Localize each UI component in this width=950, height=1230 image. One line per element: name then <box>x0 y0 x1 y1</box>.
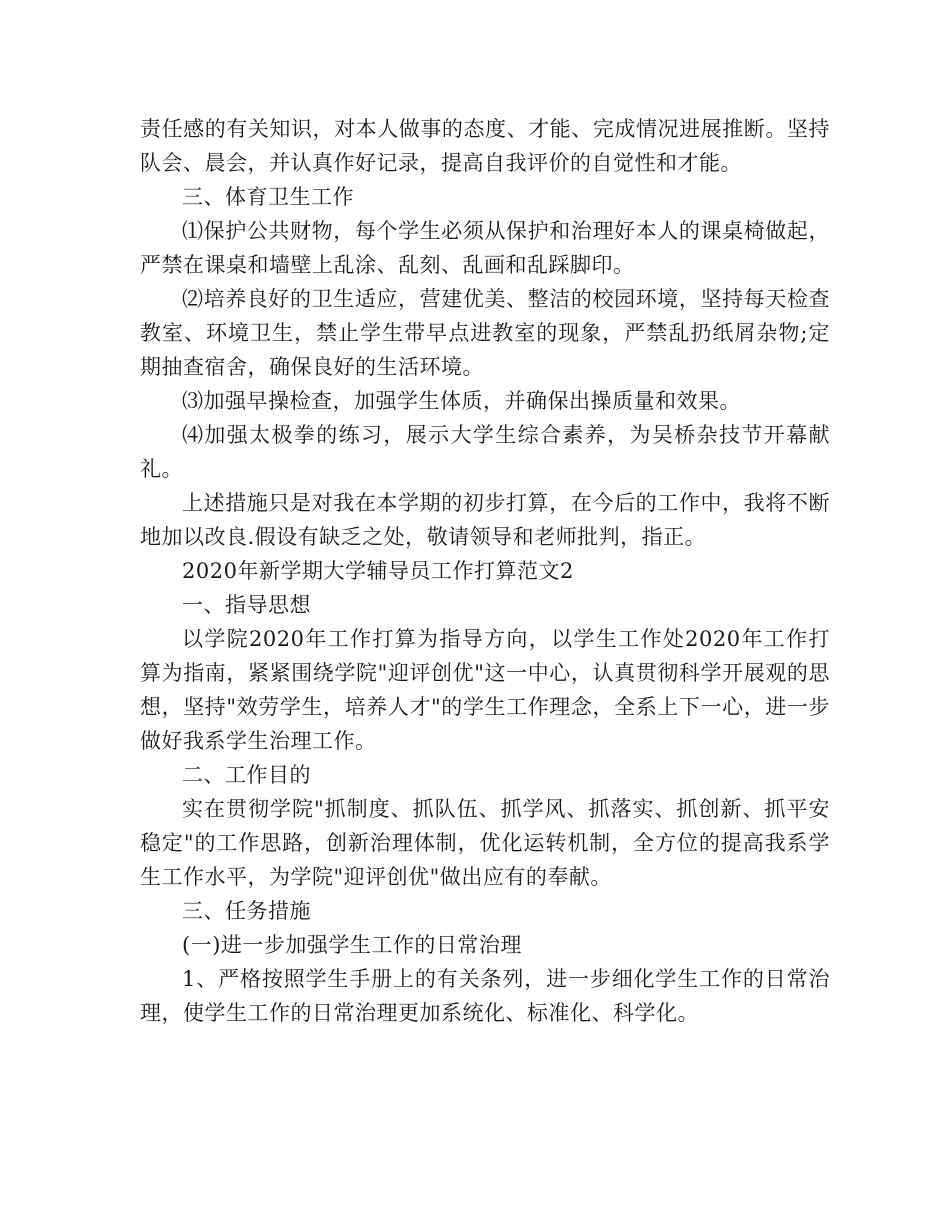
subsection-heading: (一)进一步加强学生工作的日常治理 <box>182 933 522 957</box>
paragraph: ⑶加强早操检查，加强学生体质，并确保出操质量和效果。 <box>182 389 741 413</box>
section-heading: 二、工作目的 <box>182 763 311 787</box>
paragraph: ⑷加强太极拳的练习，展示大学生综合素养，为吴桥杂技节开幕献礼。 <box>140 423 830 481</box>
section-heading: 一、指导思想 <box>182 593 311 617</box>
section-heading: 三、任务措施 <box>182 899 311 923</box>
section-heading: 三、体育卫生工作 <box>182 185 354 209</box>
paragraph: 1、严格按照学生手册上的有关条列，进一步细化学生工作的日常治理，使学生工作的日常治理更加系统化、标准化、科学化。 <box>140 967 830 1025</box>
paragraph: 以学院2020年工作打算为指导方向，以学生工作处2020年工作打算为指南，紧紧围绕学院"迎评创优"这一中心，认真贯彻科学开展观的思想，坚持"效劳学生，培养人才"的学生工作理念，全系上下一心，进一步做好我系学生治理工作。 <box>140 627 830 753</box>
document-title: 2020年新学期大学辅导员工作打算范文2 <box>182 559 574 583</box>
paragraph: 实在贯彻学院"抓制度、抓队伍、抓学风、抓落实、抓创新、抓平安稳定"的工作思路，创新治理体制，优化运转机制，全方位的提高我系学生工作水平，为学院"迎评创优"做出应有的奉献。 <box>140 797 830 889</box>
paragraph: 责任感的有关知识，对本人做事的态度、才能、完成情况进展推断。坚持队会、晨会，并认真作好记录，提高自我评价的自觉性和才能。 <box>140 117 830 175</box>
document-body <box>140 112 830 1030</box>
paragraph: ⑵培养良好的卫生适应，营建优美、整洁的校园环境，坚持每天检查教室、环境卫生，禁止学生带早点进教室的现象，严禁乱扔纸屑杂物;定期抽查宿舍，确保良好的生活环境。 <box>140 287 830 379</box>
paragraph: ⑴保护公共财物，每个学生必须从保护和治理好本人的课桌椅做起，严禁在课桌和墙壁上乱涂、乱刻、乱画和乱踩脚印。 <box>140 219 830 277</box>
paragraph: 上述措施只是对我在本学期的初步打算，在今后的工作中，我将不断地加以改良.假设有缺乏之处，敬请领导和老师批判，指正。 <box>140 491 830 549</box>
